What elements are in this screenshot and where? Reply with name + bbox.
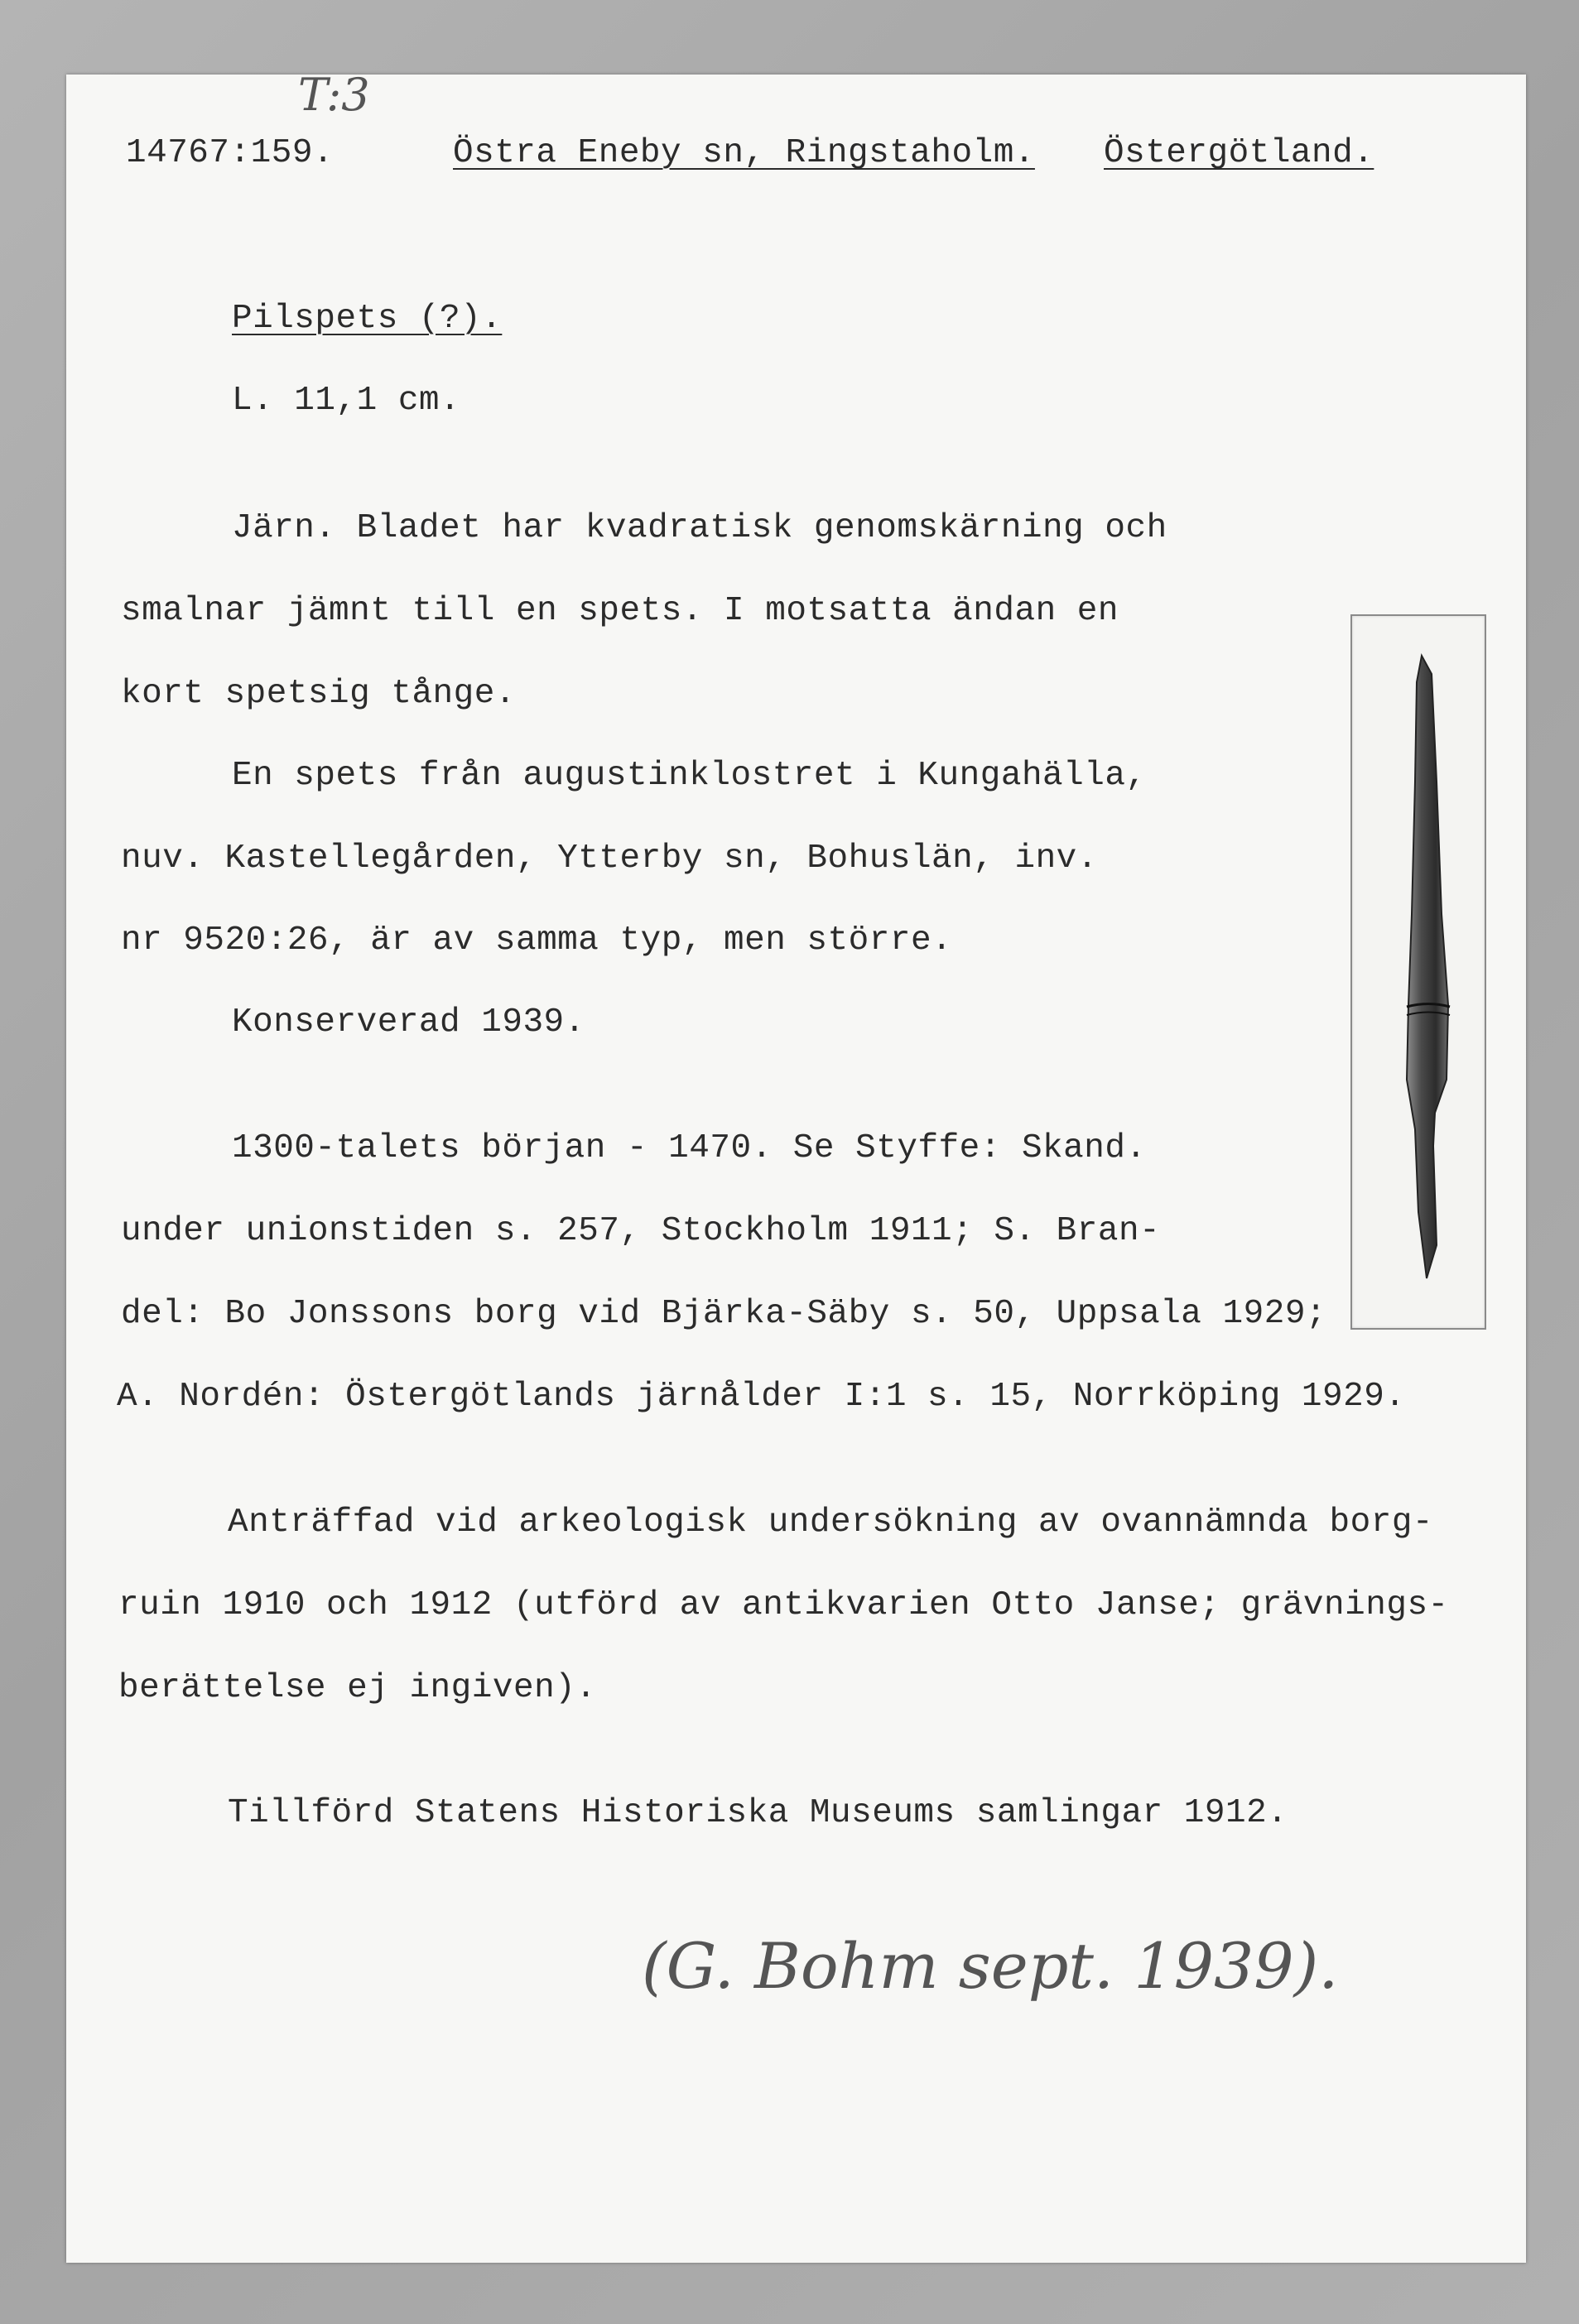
region: Östergötland. xyxy=(1104,134,1374,172)
dating-line-2: under unionstiden s. 257, Stockholm 1911; S. Bran- xyxy=(121,1212,1161,1250)
conservation-note: Konserverad 1939. xyxy=(232,1003,585,1042)
find-line-2: ruin 1910 och 1912 (utförd av antikvarien Otto Janse; grävnings- xyxy=(118,1586,1449,1624)
description-line-4: En spets från augustinklostret i Kungahälla, xyxy=(232,757,1147,795)
description-line-6: nr 9520:26, är av samma typ, men större. xyxy=(121,921,953,960)
object-length: L. 11,1 cm. xyxy=(232,382,461,420)
arrowhead-icon xyxy=(1352,616,1485,1328)
description-line-2: smalnar jämnt till en spets. I motsatta ändan en xyxy=(121,592,1119,630)
annotation-handwritten: T:3 xyxy=(298,69,370,121)
inventory-number: 14767:159. xyxy=(126,134,335,172)
dating-line-4: A. Nordén: Östergötlands järnålder I:1 s. 15, Norrköping 1929. xyxy=(117,1378,1406,1416)
find-location: Östra Eneby sn, Ringstaholm. xyxy=(453,134,1035,172)
find-line-3: berättelse ej ingiven). xyxy=(118,1669,597,1707)
signature: (G. Bohm sept. 1939). xyxy=(642,1929,1339,2003)
description-line-3: kort spetsig tånge. xyxy=(121,675,516,713)
arrowhead-photo xyxy=(1350,614,1486,1330)
description-line-5: nuv. Kastellegården, Ytterby sn, Bohuslän, inv. xyxy=(121,840,1098,878)
arrowhead-blade xyxy=(1407,656,1448,1278)
find-line-1: Anträffad vid arkeologisk undersökning av ovannämnda borg- xyxy=(228,1504,1434,1542)
acquisition-note: Tillförd Statens Historiska Museums samlingar 1912. xyxy=(228,1794,1288,1832)
dating-line-3: del: Bo Jonssons borg vid Bjärka-Säby s. 50, Uppsala 1929; xyxy=(121,1295,1327,1333)
dating-line-1: 1300-talets början - 1470. Se Styffe: Skand. xyxy=(232,1129,1147,1167)
catalog-card xyxy=(66,69,1526,2263)
object-title: Pilspets (?). xyxy=(232,300,503,338)
description-line-1: Järn. Bladet har kvadratisk genomskärning och xyxy=(232,509,1167,547)
